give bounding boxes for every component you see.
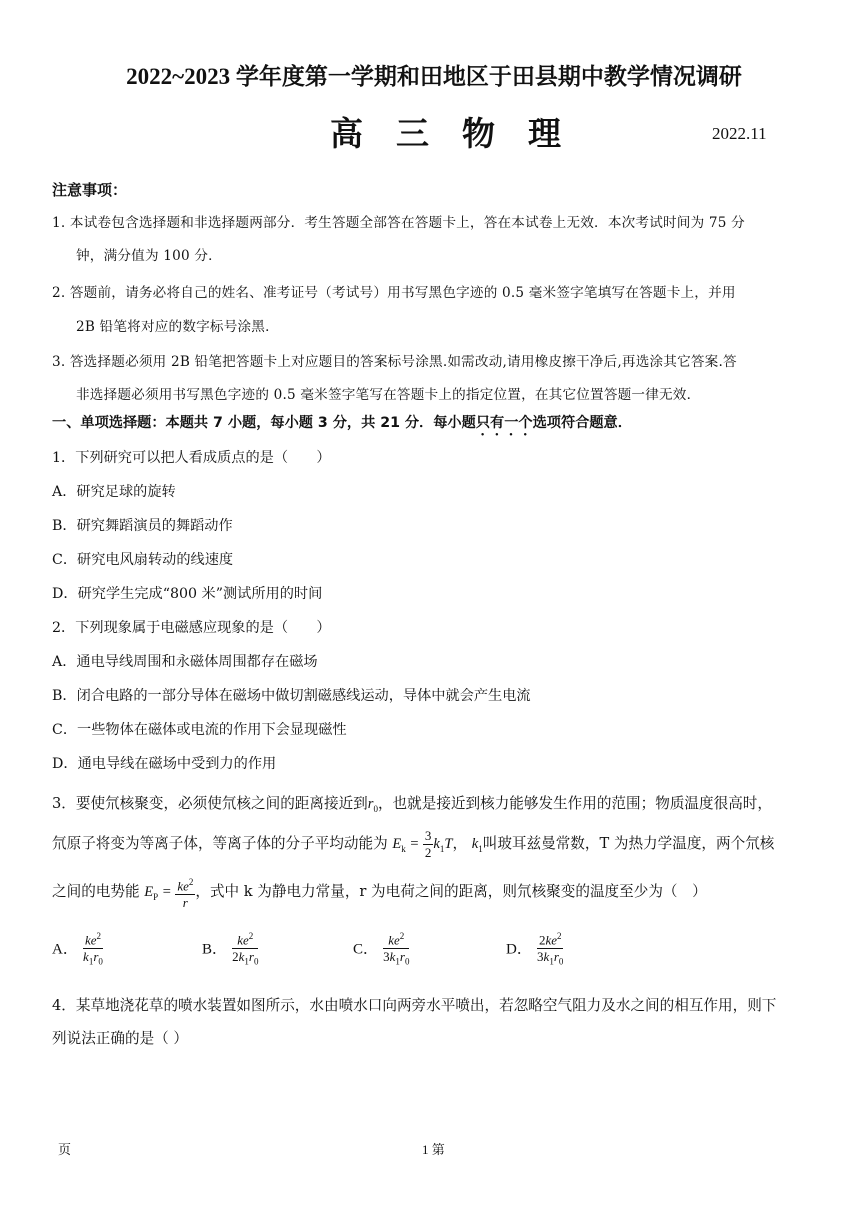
formula-potential-energy: $E_P$ = $\frac{ke^2}{r}$ [144, 884, 195, 900]
q3-line-3-b: ，式中 k 为静电力常量，r 为电荷之间的距离，则氘核聚变的温度至少为（ ） [195, 883, 707, 901]
formula-k1: $k_1$ [471, 835, 483, 854]
exam-date: 2022.11 [712, 124, 767, 143]
q3-option-b-label: B． [202, 941, 228, 958]
section-1-heading [52, 412, 632, 439]
q1-stem: 1．下列研究可以把人看成质点的是（ ） [52, 450, 331, 466]
q3-option-d-label: D． [506, 941, 532, 958]
note-2-line-1: 2. 答题前，请务必将自己的姓名、准考证号（考试号）用书写黑色字迹的 0.5 毫米签字笔填写在答题卡上，并用 [52, 285, 736, 301]
q3-line-3-a: 之间的电势能 [52, 883, 140, 901]
formula-kinetic-energy: $E_k$ = $\frac{3}{2}$ $k_1T$ [392, 828, 453, 860]
q3-line-2-b: ， [452, 834, 468, 852]
q3-option-a-label: A． [52, 941, 78, 958]
q3-option-a-formula: $\frac{ke^2}{k_1r_0}$ [83, 928, 103, 970]
q3-line-2 [52, 828, 774, 861]
q2-option-b: B．闭合电路的一部分导体在磁场中做切割磁感线运动，导体中就会产生电流 [52, 688, 531, 704]
exam-title: 2022~2023 学年度第一学期和田地区于田县期中教学情况调研 [126, 64, 742, 89]
q3-option-c-label: C． [353, 941, 379, 958]
q3-line-3 [52, 874, 707, 911]
notes-heading: 注意事项： [52, 181, 128, 199]
q1-option-a: A．研究足球的旋转 [52, 484, 176, 500]
q2-option-c: C．一些物体在磁体或电流的作用下会显现磁性 [52, 722, 347, 738]
q3-option-c-formula: $\frac{ke^2}{3k_1r_0}$ [383, 928, 409, 970]
q3-option-b-formula: $\frac{ke^2}{2k_1r_0}$ [232, 928, 258, 970]
footer-left: 页 [58, 1142, 72, 1157]
q1-option-d: D．研究学生完成“800 米”测试所用的时间 [52, 586, 323, 602]
q3-line-1-b: ，也就是接近到核力能够发生作用的范围；物质温度很高时， [377, 795, 772, 812]
subject-title: 高三物理 [330, 114, 594, 153]
section-1-part-2: 选项符合题意． [532, 415, 632, 431]
q4-line-1: 4．某草地浇花草的喷水装置如图所示，水由喷水口向两旁水平喷出，若忽略空气阻力及水之间的相互作用，则下 [52, 997, 777, 1014]
q3-line-2-a: 氘原子将变为等离子体，等离子体的分子平均动能为 [52, 834, 388, 852]
q2-stem: 2．下列现象属于电磁感应现象的是（ ） [52, 620, 331, 636]
q3-line-1-a: 3．要使氘核聚变，必须使氘核之间的距离接近到 [52, 795, 368, 812]
note-3-line-1: 3. 答选择题必须用 2B 铅笔把答题卡上对应题目的答案标号涂黑.如需改动,请用橡皮擦干净后,再选涂其它答案.答 [52, 354, 737, 370]
q3-option-b [202, 928, 258, 970]
q1-option-c: C．研究电风扇转动的线速度 [52, 552, 234, 568]
q3-line-1 [52, 792, 772, 814]
q3-option-d-formula: $\frac{2ke^2}{3k_1r_0}$ [537, 928, 564, 970]
page-number: 1 第 [422, 1142, 445, 1157]
q4-line-2: 列说法正确的是（ ） [52, 1030, 188, 1047]
note-1-line-2: 钟，满分值为 100 分． [76, 248, 222, 264]
note-1-line-1: 1. 本试卷包含选择题和非选择题两部分．考生答题全部答在答题卡上，答在本试卷上无效．本次考试时间为 75 分 [52, 215, 745, 231]
q2-option-a: A．通电导线周围和永磁体周围都存在磁场 [52, 654, 318, 670]
q3-option-a [52, 928, 103, 970]
q3-option-c [353, 928, 409, 970]
note-2-line-2: 2B 铅笔将对应的数字标号涂黑． [76, 319, 279, 335]
q3-line-2-c: 叫玻耳兹曼常数，T 为热力学温度，两个氘核 [482, 834, 775, 852]
q3-option-d [506, 928, 563, 970]
q2-option-d: D．通电导线在磁场中受到力的作用 [52, 756, 277, 772]
section-1-part-1: 一、单项选择题：本题共 7 小题，每小题 3 分，共 21 分．每小题 [52, 415, 476, 431]
q1-option-b: B．研究舞蹈演员的舞蹈动作 [52, 518, 233, 534]
section-1-emphasis: 只有一个 [475, 415, 533, 431]
formula-r0: $r_0$ [367, 796, 378, 814]
note-3-line-2: 非选择题必须用书写黑色字迹的 0.5 毫米签字笔写在答题卡上的指定位置，在其它位置答题一律无效． [76, 387, 701, 403]
